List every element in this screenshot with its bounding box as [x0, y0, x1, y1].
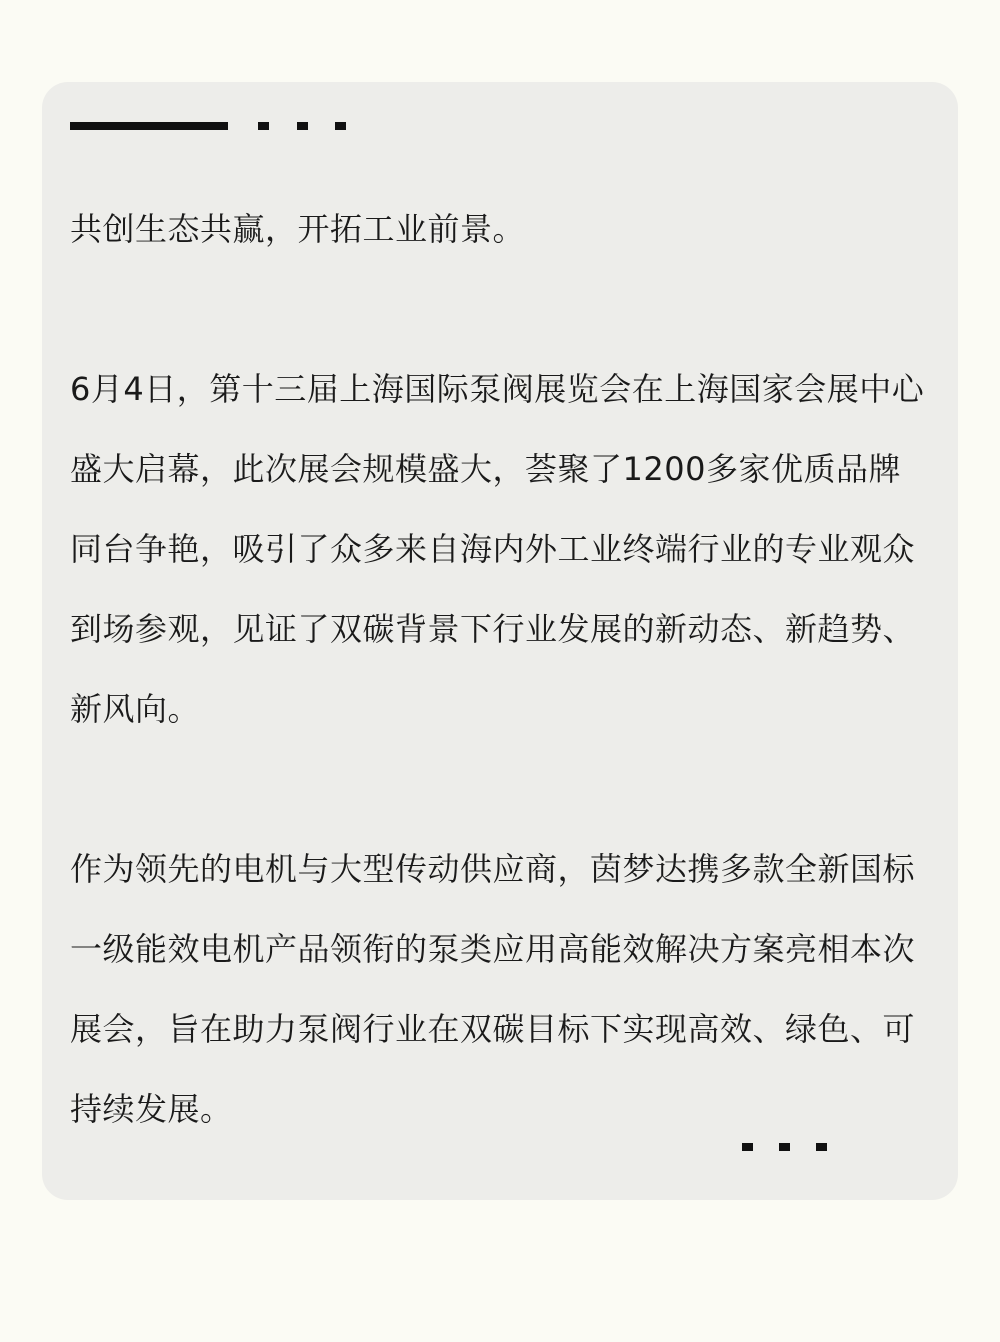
intro-heading: 共创生态共赢，开拓工业前景。: [70, 210, 526, 248]
decorative-bar: [70, 122, 228, 130]
decorative-dot: [742, 1143, 753, 1151]
decorative-dot: [258, 122, 269, 130]
decorative-dot: [779, 1143, 790, 1151]
content-card: [42, 82, 958, 1200]
decorative-dot: [297, 122, 308, 130]
article-paragraph-1: 6月4日，第十三届上海国际泵阀展览会在上海国家会展中心盛大启幕，此次展会规模盛大，荟聚了1200多家优质品牌同台争艳，吸引了众多来自海内外工业终端行业的专业观众到场参观，见证了双碳背景下行业发展的新动态、新趋势、新风向。: [70, 370, 925, 728]
decorative-dot: [335, 122, 346, 130]
decorative-dot: [816, 1143, 827, 1151]
article-paragraph-2: 作为领先的电机与大型传动供应商，茵梦达携多款全新国标一级能效电机产品领衔的泵类应用高能效解决方案亮相本次展会，旨在助力泵阀行业在双碳目标下实现高效、绿色、可持续发展。: [70, 850, 916, 1128]
